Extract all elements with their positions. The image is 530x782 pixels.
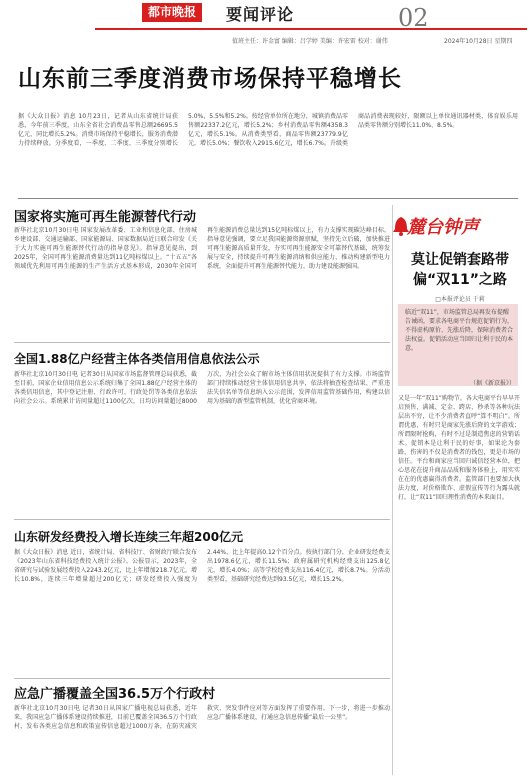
section-title: 要闻评论 xyxy=(226,5,295,24)
column-body: 又是一年“双11”购物节。各大电商平台早早开启预售，满减、定金、跨店、秒杀等各种玩法层出不穷，让不少消费者直呼“算不明白”。所谓优惠，有时只是商家先涨后降的文字游戏；所谓限时抢购，有时不过是制造焦虑的营销话术。促销本是让利于民的好事，如果沦为套路，伤害的不仅是消费者的钱包，更是市场的信任。平台和商家应当回归诚信经营本位，把心思花在提升商品品质和服务体验上，用实实在在的优惠赢得消费者。监管部门也要加大执法力度，对价格欺诈、虚假宣传等行为露头就打，让“双11”回归理性消费的本来面目。 xyxy=(398,395,520,501)
lead-headline: 山东前三季度消费市场保持平稳增长 xyxy=(18,66,402,92)
column-brand xyxy=(395,213,521,255)
lead-body: 据《大众日报》消息 10月23日，记者从山东省统计局获悉，今年前三季度，山东全省社会消费品零售总额26695.5亿元，同比增长5.2%。消费市场保持平稳增长，服务消费潜力持续释放。分季度看，一季度、二季度、三季度分别增长5.0%、5.5%和5.2%。按经营单位所在地分，城镇消费品零售额22337.2亿元，增长5.2%；乡村消费品零售额4358.3亿元，增长5.1%。从消费类型看，商品零售额23779.9亿元，增长5.0%；餐饮收入2915.6亿元，增长6.7%。升级类商品消费表现较好，限额以上单位通讯器材类、体育娱乐用品类零售额分别增长11.0%、8.5%。 xyxy=(18,113,518,147)
newspaper-logo: 都市晚报 xyxy=(142,3,202,22)
divider xyxy=(14,678,390,679)
column-headline: 莫让促销套路带偏“双11”之路 xyxy=(411,252,509,288)
column-separator xyxy=(392,205,393,775)
article-body: 据《大众日报》消息 近日，省统计局、省科技厅、省财政厅联合发布《2023年山东省科技经费投入统计公报》。公报显示，2023年，全省研究与试验发展经费投入2243.2亿元，比上年增加218.7亿元，增长10.8%，连续三年增量超过200亿元；研发经费投入强度为2.44%，比上年提高0.12个百分点。按执行部门分，企业研发经费支出1978.6亿元，增长11.5%；政府属研究机构经费支出125.8亿元，增长4.0%；高等学校经费支出116.4亿元，增长8.7%。分活动类型看，基础研究经费达到93.5亿元，增长15.2%。 xyxy=(14,549,390,583)
article-headline: 山东研发经费投入增长连续三年超200亿元 xyxy=(14,530,244,544)
pull-quote-source: （据《新京报》） xyxy=(470,380,516,387)
article-body: 新华社北京10月30日电 记者30日从国家市场监督管理总局获悉，截至目前，国家企业信用信息公示系统归集了全国1.88亿户经营主体的各类信用信息，其中登记注册、行政许可、行政处罚等各类信息依法向社会公示。系统累计访问量超过1100亿次，日均访问量超过8000万次，为社会公众了解市场主体信用状况提供了有力支撑。市场监管部门持续推动经营主体信用信息共享，依法将抽查检查结果、严重违法失信名单等信息纳入公示范围，发挥信用监管基础作用，构建以信用为基础的新型监管机制，优化营商环境。 xyxy=(14,371,390,405)
column-author: □本报评论员 于莉 xyxy=(435,296,485,303)
issue-date: 2024年10月28日 星期四 xyxy=(444,38,513,45)
article-body: 新华社北京10月30日电 记者30日从国家广播电视总局获悉，近年来，我国应急广播体系建设持续推进，目前已覆盖全国36.5万个行政村，发布各类应急信息和政策宣传信息超过1000万条，在防灾减灾救灾、突发事件应对等方面发挥了重要作用。下一步，将进一步推动应急广播体系建设，打通应急信息传播“最后一公里”。 xyxy=(14,705,390,730)
article-headline: 国家将实施可再生能源替代行动 xyxy=(14,210,197,225)
article-headline: 全国1.88亿户经营主体各类信用信息依法公示 xyxy=(14,352,260,366)
divider xyxy=(18,198,518,199)
editor-credits: 值班主任：许金富 编辑：吕学婷 美编：许宏雷 校对：谢伟 xyxy=(232,38,388,45)
divider xyxy=(14,342,390,343)
article-headline: 应急广播覆盖全国36.5万个行政村 xyxy=(14,687,216,702)
article-body: 新华社北京10月30日电 国家发展改革委、工业和信息化部、住房城乡建设部、交通运输部、国家能源局、国家数据局近日联合印发《关于大力实施可再生能源替代行动的指导意见》。指导意见提出，到2025年，全国可再生能源消费量达到11亿吨标煤以上。“十五五”各领域优先利用可再生能源的生产生活方式基本形成，2030年全国可再生能源消费总量达到15亿吨标煤以上，有力支撑实现碳达峰目标。指导意见强调，要立足我国能源资源禀赋，坚持先立后破，加快推进可再生能源高质量开发，夯实可再生能源安全可靠替代基础，统筹发展与安全，持续提升可再生能源消纳和供应能力，推动构建新型电力系统，全面提升可再生能源替代能力，助力建设能源强国。 xyxy=(14,227,390,270)
newspaper-header xyxy=(0,0,530,46)
page-number: 02 xyxy=(398,4,429,32)
column-brand-name: 麓台钟声 xyxy=(407,217,479,238)
pull-quote-text: 临近“双11”，市场监管总局再发布提醒告诫函，要求各电商平台规范促销行为，不得虚构原价、先涨后降，保障消费者合法权益。促销活动应当回归让利于民的本意。 xyxy=(405,309,514,352)
divider xyxy=(14,519,390,520)
